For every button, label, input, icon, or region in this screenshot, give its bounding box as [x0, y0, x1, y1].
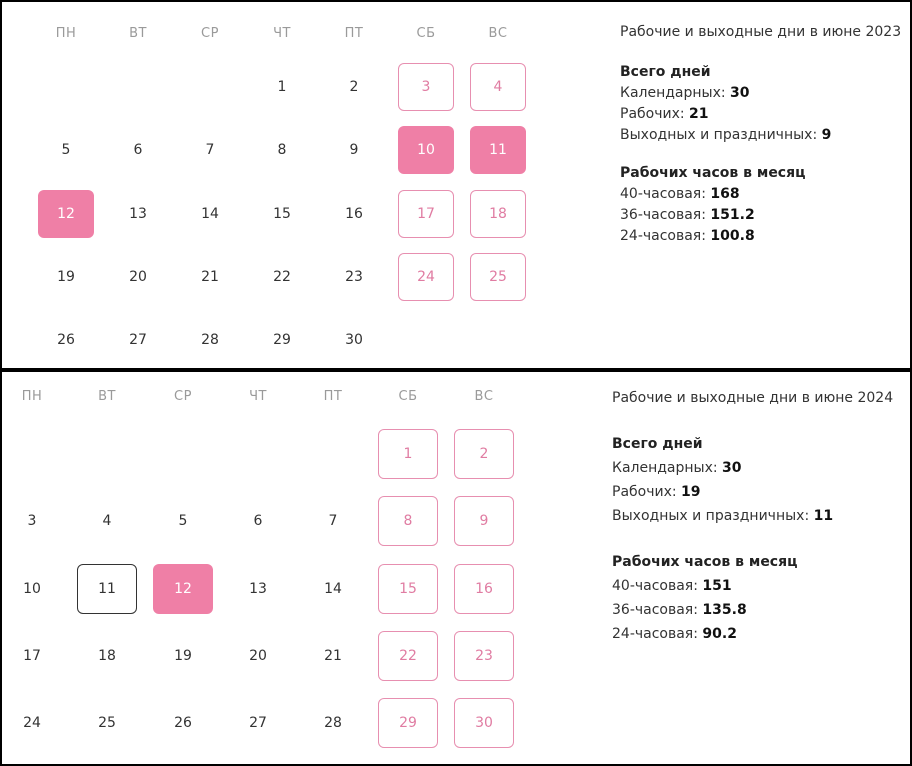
- day-cell-holiday[interactable]: 10: [398, 126, 454, 174]
- day-cell-workday[interactable]: 6: [253, 513, 263, 529]
- day-cell-weekend[interactable]: 18: [470, 190, 526, 238]
- day-cell-workday[interactable]: 5: [178, 513, 188, 529]
- calendar-panel-2023: [0, 0, 912, 370]
- day-cell-weekend[interactable]: 9: [454, 496, 514, 546]
- day-cell-holiday[interactable]: 12: [38, 190, 94, 238]
- day-cell-weekend[interactable]: 24: [398, 253, 454, 301]
- day-cell-workday[interactable]: 29: [273, 332, 291, 348]
- day-cell-workday[interactable]: 4: [102, 513, 112, 529]
- day-cell-workday[interactable]: 3: [27, 513, 37, 529]
- summary-2024: [612, 390, 893, 642]
- weekday-header: ВС: [474, 389, 494, 404]
- total-days-heading: Всего дней: [620, 64, 711, 80]
- day-cell-workday[interactable]: 26: [174, 715, 192, 731]
- day-cell-workday[interactable]: 13: [129, 206, 147, 222]
- hours-40-row: 40-часовая: 168: [620, 186, 740, 202]
- day-cell-workday[interactable]: 10: [23, 581, 41, 597]
- day-cell-weekend[interactable]: 22: [378, 631, 438, 681]
- day-cell-workday[interactable]: 18: [98, 648, 116, 664]
- day-cell-workday[interactable]: 14: [201, 206, 219, 222]
- working-days-row: Рабочих: 19: [612, 484, 701, 500]
- day-cell-weekend[interactable]: 29: [378, 698, 438, 748]
- hours-24-row: 24-часовая: 100.8: [620, 228, 755, 244]
- day-cell-workday[interactable]: 19: [57, 269, 75, 285]
- weekday-header: СБ: [398, 389, 418, 404]
- day-cell-workday[interactable]: 30: [345, 332, 363, 348]
- weekday-header: СБ: [416, 26, 436, 41]
- summary-2023: [620, 24, 901, 244]
- hours-40-row: 40-часовая: 151: [612, 578, 732, 594]
- day-cell-workday[interactable]: 1: [277, 79, 287, 95]
- day-cell-weekend[interactable]: 23: [454, 631, 514, 681]
- day-cell-workday[interactable]: 25: [98, 715, 116, 731]
- weekday-header: СР: [174, 389, 192, 404]
- calendar-days-row: Календарных: 30: [620, 85, 750, 101]
- weekday-header: ПТ: [323, 389, 343, 404]
- calendar-panel-2024: [0, 370, 912, 766]
- summary-title: Рабочие и выходные дни в июне 2023: [620, 24, 902, 40]
- day-cell-weekend[interactable]: 3: [398, 63, 454, 111]
- day-cell-workday[interactable]: 17: [23, 648, 41, 664]
- off-days-row: Выходных и праздничных: 9: [620, 127, 832, 143]
- weekday-header: СР: [201, 26, 219, 41]
- day-cell-workday[interactable]: 2: [349, 79, 359, 95]
- day-cell-workday[interactable]: 21: [201, 269, 219, 285]
- hours-24-row: 24-часовая: 90.2: [612, 626, 737, 642]
- day-cell-workday[interactable]: 27: [129, 332, 147, 348]
- day-cell-weekend[interactable]: 4: [470, 63, 526, 111]
- day-cell-workday[interactable]: 24: [23, 715, 41, 731]
- day-cell-weekend[interactable]: 8: [378, 496, 438, 546]
- weekday-header: ПН: [21, 389, 43, 404]
- day-cell-selected[interactable]: 11: [77, 564, 137, 614]
- day-cell-workday[interactable]: 21: [324, 648, 342, 664]
- day-cell-workday[interactable]: 20: [129, 269, 147, 285]
- day-cell-workday[interactable]: 27: [249, 715, 267, 731]
- weekday-header: ПН: [55, 26, 77, 41]
- day-cell-workday[interactable]: 15: [273, 206, 291, 222]
- weekday-header: ЧТ: [273, 26, 291, 41]
- working-days-row: Рабочих: 21: [620, 106, 709, 122]
- day-cell-weekend[interactable]: 2: [454, 429, 514, 479]
- day-cell-workday[interactable]: 23: [345, 269, 363, 285]
- day-cell-weekend[interactable]: 17: [398, 190, 454, 238]
- day-cell-weekend[interactable]: 30: [454, 698, 514, 748]
- day-cell-weekend[interactable]: 25: [470, 253, 526, 301]
- day-cell-workday[interactable]: 16: [345, 206, 363, 222]
- weekday-header: ВТ: [129, 26, 147, 41]
- weekday-header: ЧТ: [249, 389, 267, 404]
- day-cell-workday[interactable]: 26: [57, 332, 75, 348]
- hours-36-row: 36-часовая: 151.2: [620, 207, 755, 223]
- working-hours-heading: Рабочих часов в месяц: [620, 165, 806, 181]
- day-cell-workday[interactable]: 9: [349, 142, 359, 158]
- day-cell-workday[interactable]: 28: [201, 332, 219, 348]
- day-cell-weekend[interactable]: 1: [378, 429, 438, 479]
- day-cell-workday[interactable]: 20: [249, 648, 267, 664]
- calendar-days-row: Календарных: 30: [612, 460, 742, 476]
- weekday-header: ВТ: [98, 389, 116, 404]
- day-cell-holiday[interactable]: 12: [153, 564, 213, 614]
- day-cell-holiday[interactable]: 11: [470, 126, 526, 174]
- day-cell-workday[interactable]: 7: [205, 142, 215, 158]
- day-cell-workday[interactable]: 14: [324, 581, 342, 597]
- day-cell-workday[interactable]: 19: [174, 648, 192, 664]
- hours-36-row: 36-часовая: 135.8: [612, 602, 747, 618]
- weekday-header: ПТ: [344, 26, 364, 41]
- day-cell-workday[interactable]: 22: [273, 269, 291, 285]
- day-cell-workday[interactable]: 8: [277, 142, 287, 158]
- weekday-header: ВС: [488, 26, 508, 41]
- day-cell-weekend[interactable]: 16: [454, 564, 514, 614]
- day-cell-workday[interactable]: 13: [249, 581, 267, 597]
- off-days-row: Выходных и праздничных: 11: [612, 508, 834, 524]
- day-cell-workday[interactable]: 7: [328, 513, 338, 529]
- day-cell-workday[interactable]: 5: [61, 142, 71, 158]
- summary-title: Рабочие и выходные дни в июне 2024: [612, 390, 894, 406]
- day-cell-workday[interactable]: 28: [324, 715, 342, 731]
- day-cell-weekend[interactable]: 15: [378, 564, 438, 614]
- total-days-heading: Всего дней: [612, 436, 703, 452]
- working-hours-heading: Рабочих часов в месяц: [612, 554, 798, 570]
- day-cell-workday[interactable]: 6: [133, 142, 143, 158]
